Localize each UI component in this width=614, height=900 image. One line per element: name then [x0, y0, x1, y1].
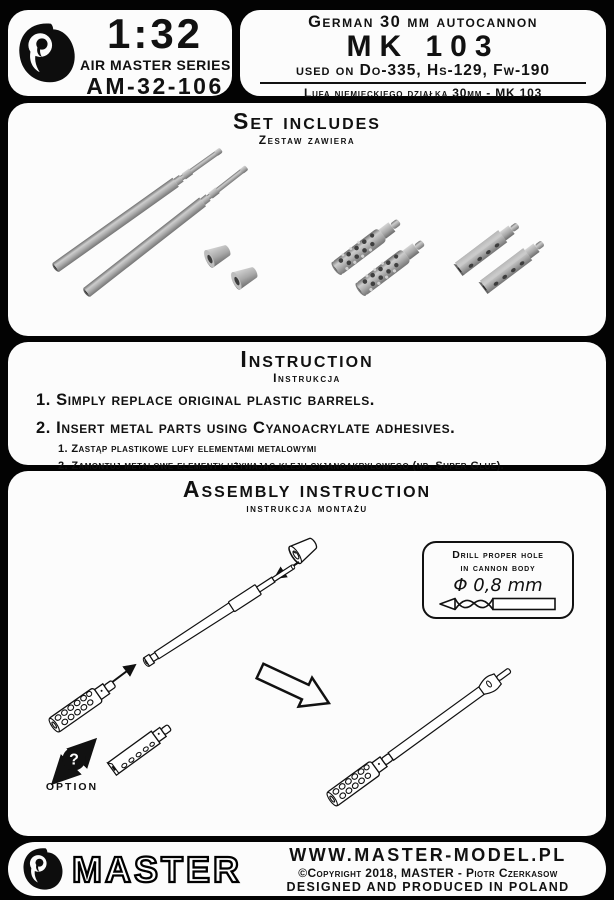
set-includes-panel: [8, 103, 606, 336]
drill-note: [422, 541, 574, 619]
product-name-polish: Lufa niemieckiego działka 30mm - MK 103: [303, 86, 543, 100]
insert-arrow: [111, 665, 135, 683]
instruction-step-polish: 2. Zamontuj metalowe elementy używając kleju cyjanoakrylowego (np. Super Glue).: [58, 459, 505, 472]
option-question-mark: ?: [69, 751, 79, 769]
metal-barrel-part: [51, 145, 250, 298]
product-name: MK 103: [346, 30, 500, 63]
product-type: German 30 mm autocannon: [308, 13, 538, 31]
barrel-line-art: [142, 561, 298, 668]
assembly-diagram: [8, 471, 606, 836]
product-used-on: used on Do-335, Hs-129, Fw-190: [295, 62, 551, 79]
origin-line: DESIGNED AND PRODUCED IN POLAND: [286, 880, 570, 894]
scale-label: 1:32: [106, 10, 204, 57]
brand-panel: [8, 10, 232, 100]
assembled-barrel-line-art: [325, 663, 515, 807]
website-url: WWW.MASTER-MODEL.PL: [289, 845, 567, 865]
slotted-muzzle-brake-part: [453, 219, 547, 294]
footer-panel: [8, 842, 606, 896]
instruction-step: 1. Simply replace original plastic barrels.: [36, 391, 375, 409]
master-comma-logo-icon: [16, 20, 78, 86]
instruction-step: 2. Insert metal parts using Cyanoacrylate adhesives.: [36, 419, 456, 437]
cone-flash-hider-part: [202, 241, 261, 291]
muzzle-brake-line-art: [47, 677, 118, 734]
drill-bit-icon: [437, 596, 559, 612]
master-comma-logo-icon: [20, 846, 66, 892]
flash-hider-line-art: [108, 721, 174, 775]
drill-note-line1: Drill proper hole: [452, 549, 544, 561]
drill-diameter: Φ 0,8 mm: [453, 575, 543, 596]
set-includes-title: Set includes: [233, 108, 381, 134]
instruction-panel: [8, 342, 606, 472]
series-label: AIR MASTER SERIES: [80, 57, 231, 74]
cone-line-art: [287, 534, 320, 565]
brand-wordmark: MASTER: [72, 849, 242, 890]
drilled-muzzle-brake-part: [329, 214, 428, 298]
set-includes-subtitle: Zestaw zawiera: [258, 133, 356, 148]
result-arrow: [253, 656, 335, 717]
assembly-subtitle: instrukcja montażu: [246, 501, 368, 516]
product-code: AM-32-106: [86, 73, 224, 100]
instruction-step-polish: 1. Zastąp plastikowe lufy elementami metalowymi: [58, 443, 317, 455]
header-divider: [260, 82, 586, 84]
instruction-title: Instruction: [240, 346, 374, 372]
assembly-panel: [8, 471, 606, 836]
drill-note-line2: in cannon body: [460, 561, 536, 574]
assembly-title: Assembly instruction: [182, 476, 432, 502]
option-label: OPTION: [45, 781, 99, 793]
copyright-line: ©Copyright 2018, MASTER - Piotr Czerkasow: [298, 866, 558, 880]
product-panel: [240, 10, 606, 100]
instruction-subtitle: Instrukcja: [273, 371, 341, 386]
